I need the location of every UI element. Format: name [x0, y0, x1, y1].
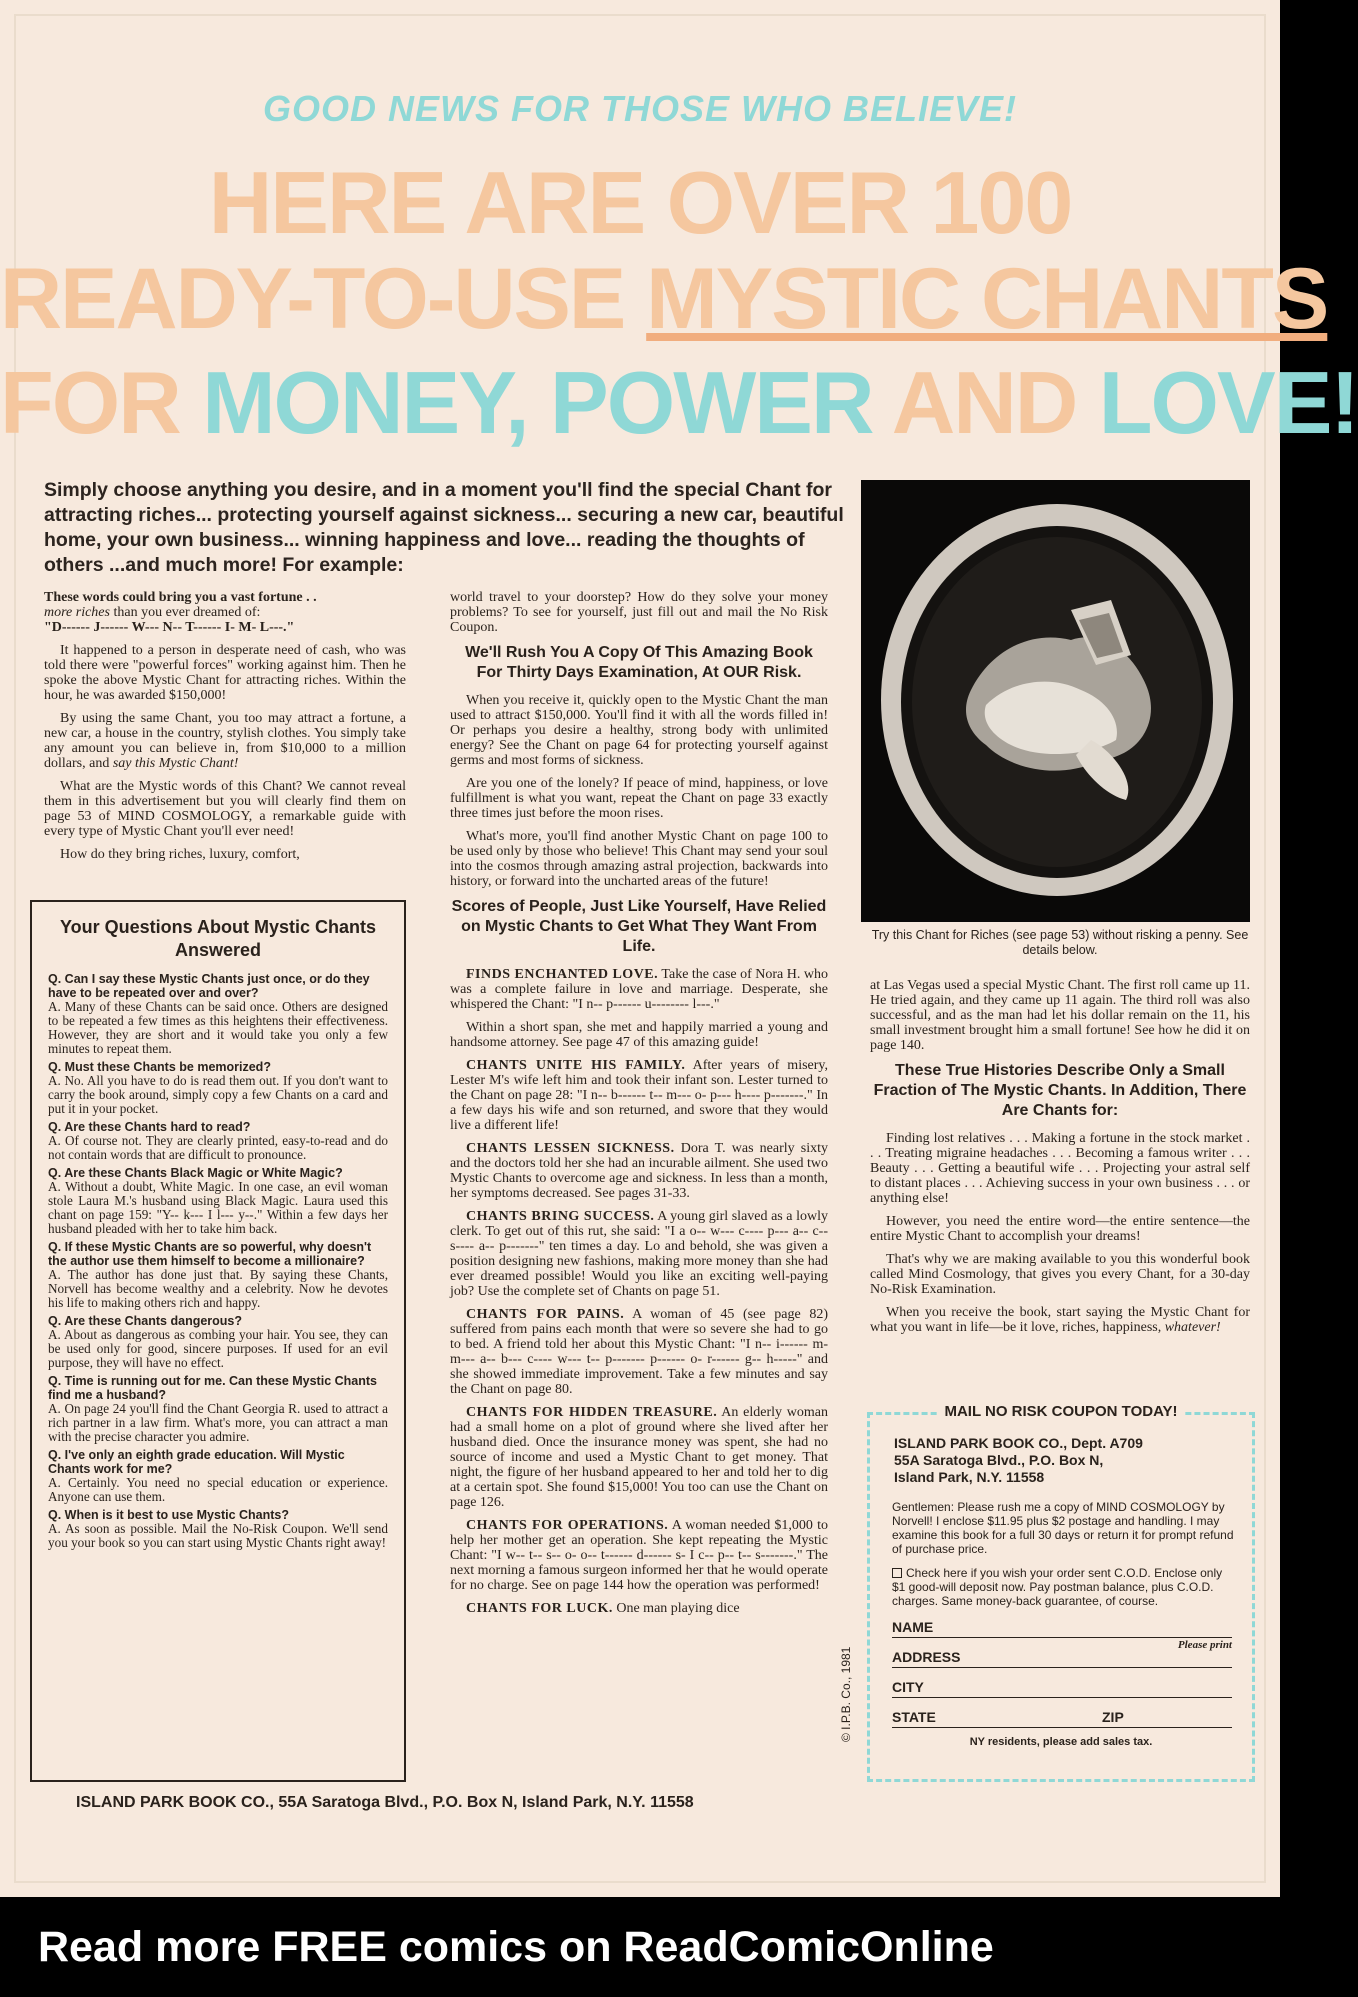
- qa-item: [48, 1240, 388, 1310]
- cod-option: [892, 1566, 1238, 1608]
- address-label: ADDRESS: [892, 1649, 961, 1665]
- testimonial: [450, 1518, 828, 1593]
- testimonial-text: After years of misery, Lester M's wife left him and took their infant son. Lester turned to the Chant on page 28: "I n-- b------ t-- m--- o- p--- h---- p-------." In a few days his wife and son returned, and swore that they would live a different life!: [450, 1058, 828, 1133]
- testimonial-text: A woman needed $1,000 to help her mother get an operation. She kept repeating the Mystic Chant: "I w-- t-- s-- o- o-- t------ d------ s- I c-- p-- t-- s-------." The next morning a famous surgeon informed her that he would operate for no charge. See on page 144 how the operation was performed!: [450, 1518, 829, 1593]
- lead-rest: than you ever dreamed of:: [109, 605, 261, 620]
- column-1: [44, 590, 406, 870]
- qa-answer: A. No. All you have to do is read them out. If you don't want to carry the book around, simply copy a few Chants on a card and put it in your pocket.: [48, 1073, 388, 1116]
- readcomiconline-banner[interactable]: Read more FREE comics on ReadComicOnline: [0, 1897, 1280, 1997]
- city-label: CITY: [892, 1679, 924, 1695]
- please-print-note: Please print: [1177, 1639, 1232, 1651]
- name-field[interactable]: [892, 1608, 1232, 1651]
- sales-tax-note: NY residents, please add sales tax.: [969, 1736, 1153, 1748]
- headline-line-3-prefix: FOR: [0, 353, 203, 452]
- testimonial: [450, 1307, 828, 1397]
- cod-checkbox[interactable]: [892, 1568, 902, 1578]
- tagline: GOOD NEWS FOR THOSE WHO BELIEVE!: [262, 88, 1018, 129]
- testimonial: [450, 967, 828, 1012]
- lead-paragraph: [44, 590, 406, 635]
- coupon-title: [870, 1403, 1252, 1421]
- subhead-scores-of-people: Scores of People, Just Like Yourself, Have Relied on Mystic Chants to Get What They Want From Life.: [451, 898, 827, 955]
- testimonial-text: Dora T. was nearly sixty and the doctors told her she had an incurable ailment. She used two Mystic Chants to overcome age and sickness. In less than a month, her symptoms decreased. See pages 31-33.: [450, 1141, 828, 1201]
- testimonial-head: CHANTS BRING SUCCESS.: [466, 1209, 655, 1224]
- testimonial-text: Take the case of Nora H. who was a complete failure in love and marriage. Desperate, she whispered the Chant: "I n-- p------ u-------- l---.": [450, 967, 829, 1012]
- story-paragraph: When you receive it, quickly open to the Mystic Chant the man used to attract $150,000. You'll find it with all the words filled in! Or perhaps you desire a healthy, strong body with unlimited energy? See the Chant on page 64 for protecting yourself against germs and most forms of sickness.: [450, 693, 828, 768]
- story-paragraph: [44, 711, 406, 771]
- qa-item: [48, 1120, 388, 1162]
- qa-question: Q. Are these Chants dangerous?: [48, 1314, 243, 1328]
- qa-question: Q. I've only an eighth grade education. Will Mystic Chants work for me?: [48, 1448, 345, 1476]
- qa-question: Q. Are these Chants Black Magic or White Magic?: [48, 1166, 343, 1180]
- cod-text: Check here if you wish your order sent C.O.D. Enclose only $1 good-will deposit now. Pay postman balance, plus C.O.D. charges. Same money-back guarantee, of course.: [892, 1566, 1223, 1608]
- story-paragraph: However, you need the entire word—the entire sentence—the entire Mystic Chant to accomplish your dreams!: [870, 1214, 1250, 1244]
- qa-question: Q. If these Mystic Chants are so powerful, why doesn't the author use them himself to become a millionaire?: [48, 1240, 372, 1268]
- qa-answer: A. On page 24 you'll find the Chant Georgia R. used to attract a rich partner in a law firm. What's more, you can attract a man with the precise character you admire.: [48, 1401, 388, 1444]
- testimonial-head: CHANTS FOR LUCK.: [466, 1601, 613, 1616]
- testimonial-head: CHANTS UNITE HIS FAMILY.: [466, 1058, 686, 1073]
- subhead-rush-copy: We'll Rush You A Copy Of This Amazing Book For Thirty Days Examination, At OUR Risk.: [465, 644, 813, 681]
- qa-item: [48, 1448, 388, 1504]
- story-paragraph: What's more, you'll find another Mystic Chant on page 100 to be used only by those who believe! This Chant may send your soul into the cosmos through amazing astral projection, backwards into history, or forward into the uncharted areas of the future!: [450, 829, 828, 889]
- qa-question: Q. Are these Chants hard to read?: [48, 1120, 251, 1134]
- testimonial: [450, 1141, 828, 1201]
- story-paragraph: That's why we are making available to you this wonderful book called Mind Cosmology, that gives you every Chant, for a 30-day No-Risk Examination.: [870, 1252, 1250, 1297]
- headline-money-power: MONEY, POWER: [202, 353, 892, 452]
- column-2: [450, 590, 828, 1624]
- p2-italic: say this Mystic Chant!: [112, 756, 239, 771]
- story-paragraph: Finding lost relatives . . . Making a fortune in the stock market . . . Treating migraine headaches . . . Becoming a famous writer . . . Beauty . . . Getting a beautiful wife . . . Projecting your astral self to distant places . . . Achieving success in your own business . . . or anything else!: [870, 1131, 1250, 1206]
- qa-question: Q. Time is running out for me. Can these Mystic Chants find me a husband?: [48, 1374, 377, 1402]
- p4-italic: whatever!: [1164, 1320, 1221, 1335]
- city-field[interactable]: [892, 1668, 1232, 1698]
- story-paragraph: What are the Mystic words of this Chant? We cannot reveal them in this advertisement but you will clearly find them on page 53 of MIND COSMOLOGY, a remarkable guide with every type of Mystic Chant you'll ever need!: [44, 779, 406, 839]
- copyright-notice: © I.P.B. Co., 1981: [839, 1646, 853, 1742]
- qa-answer: A. Certainly. You need no special education or experience. Anyone can use them.: [48, 1475, 388, 1504]
- qa-box: [30, 900, 406, 1782]
- state-label: STATE: [892, 1709, 936, 1725]
- qa-question: Q. When is it best to use Mystic Chants?: [48, 1508, 290, 1522]
- qa-item: [48, 972, 388, 1056]
- headline-line-3: [0, 352, 1358, 454]
- state-zip-field[interactable]: [892, 1698, 1232, 1728]
- headline-line-1: HERE ARE OVER 100: [208, 153, 1072, 252]
- coupon-address: [894, 1435, 1238, 1486]
- coupon-address-line: 55A Saratoga Blvd., P.O. Box N,: [894, 1452, 1104, 1468]
- address-field[interactable]: [892, 1638, 1232, 1668]
- testimonial: [450, 1209, 828, 1299]
- testimonial-text: An elderly woman had a small home on a plot of ground where she lived after her husband died. Once the insurance money was spent, she had no source of income and used a Mystic Chant to get money. That night, the figure of her husband appeared to her and told her to dig at a certain spot. She found $15,000! You too can use the Chant on page 126.: [450, 1405, 828, 1510]
- intro-paragraph: Simply choose anything you desire, and in a moment you'll find the special Chant for attracting riches... protecting yourself against sickness... securing a new car, beautiful home, your own business... winning happiness and love... reading the thoughts of others ...and much more! For example:: [44, 479, 844, 576]
- qa-item: [48, 1166, 388, 1236]
- testimonial-head: CHANTS LESSEN SICKNESS.: [466, 1141, 675, 1156]
- crystal-ball-illustration: [861, 480, 1250, 922]
- riches-chant: "D------ J------ W--- N-- T------ I- M- L---.": [44, 620, 295, 635]
- crystal-ball-photo: [861, 480, 1250, 922]
- testimonial-text: A young girl slaved as a lowly clerk. To get out of this rut, she said: "I a o-- w--- c---- p--- a-- c-- s---- a-- p-------" ten times a day. Lo and behold, she was given a position designing new fashions, making more money than she had ever dreamed possible! Would you like an exciting well-paying job? Use the complete set of Chants on page 51.: [450, 1209, 828, 1299]
- qa-answer: A. Many of these Chants can be said once. Others are designed to be repeated a few times as this heightens their effectiveness. However, they are short and it would take you only a few minutes to repeat them.: [48, 999, 388, 1056]
- subhead-true-histories: These True Histories Describe Only a Small Fraction of The Mystic Chants. In Addition, There Are Chants for:: [873, 1062, 1247, 1119]
- testimonial-text: A woman of 45 (see page 82) suffered from pains each month that were so severe she had to go to bed. A friend told her about this Mystic Chant: "I n-- i------ m- m--- a-- b--- c---- w--- t-- p------- p------ o- r------ g-- h-----" and she showed immediate improvement. Take a few minutes and say the Chant on page 80.: [450, 1307, 828, 1397]
- testimonial-head: CHANTS FOR PAINS.: [466, 1307, 625, 1322]
- headline-line-2-prefix: READY-TO-USE: [0, 251, 647, 347]
- qa-item: [48, 1374, 388, 1444]
- qa-item: [48, 1508, 388, 1550]
- headline-love: LOVE!: [1098, 353, 1358, 452]
- qa-item: [48, 1060, 388, 1116]
- coupon-address-line: Island Park, N.Y. 11558: [894, 1469, 1045, 1485]
- zip-label: ZIP: [1102, 1709, 1124, 1725]
- headline-and: AND: [891, 353, 1099, 452]
- story-paragraph: [870, 1305, 1250, 1335]
- footer-address: ISLAND PARK BOOK CO., 55A Saratoga Blvd., P.O. Box N, Island Park, N.Y. 11558: [76, 1794, 694, 1811]
- coupon-body: Gentlemen: Please rush me a copy of MIND COSMOLOGY by Norvell! I enclose $11.95 plus $2 postage and handling. I may examine this book for a full 30 days or return it for prompt refund of purchase price.: [892, 1500, 1234, 1556]
- testimonial-head: CHANTS FOR HIDDEN TREASURE.: [466, 1405, 718, 1420]
- story-paragraph: It happened to a person in desperate need of cash, who was told there were "powerful forces" working against him. Then he spoke the above Mystic Chant for attracting riches. Within the hour, he was awarded $150,000!: [44, 643, 406, 703]
- story-paragraph: How do they bring riches, luxury, comfort,: [60, 847, 300, 862]
- lead-italic: more riches: [44, 605, 110, 620]
- headline-line-2: [0, 250, 1328, 349]
- name-label: NAME: [892, 1619, 934, 1635]
- p4-text: When you receive the book, start saying the Mystic Chant for what you want in life—be it love, riches, happiness,: [870, 1305, 1250, 1335]
- testimonial-text: One man playing dice: [612, 1601, 740, 1616]
- coupon-title-text: MAIL NO RISK COUPON TODAY!: [938, 1403, 1183, 1420]
- p2-text: By using the same Chant, you too may attract a fortune, a new car, a house in the country, stylish clothes. You simply take any amount you can believe in, from $10,000 to a million dollars, and: [44, 711, 406, 771]
- photo-caption: Try this Chant for Riches (see page 53) without risking a penny. See details below.: [871, 928, 1249, 957]
- qa-item: [48, 1314, 388, 1370]
- testimonial: Within a short span, she met and happily married a young and handsome attorney. See page 47 of this amazing guide!: [450, 1020, 828, 1050]
- testimonial: [450, 1601, 828, 1616]
- qa-answer: A. About as dangerous as combing your hair. You see, they can be used only for good, sincere purposes. If used for an evil purpose, they will have no effect.: [48, 1327, 388, 1370]
- story-paragraph: world travel to your doorstep? How do they solve your money problems? To see for yourself, just fill out and mail the No Risk Coupon.: [450, 590, 828, 635]
- qa-question: Q. Can I say these Mystic Chants just once, or do they have to be repeated over and over?: [48, 972, 370, 1000]
- qa-question: Q. Must these Chants be memorized?: [48, 1060, 271, 1074]
- qa-answer: A. As soon as possible. Mail the No-Risk Coupon. We'll send you your book so you can start using Mystic Chants right away!: [48, 1521, 388, 1550]
- story-paragraph: at Las Vegas used a special Mystic Chant. The first roll came up 11. He tried again, and they came up 11 again. The third roll was also successful, and as the man had let his dollar remain on the 11, his small investment brought him a small fortune! See how he did it on page 140.: [870, 978, 1250, 1053]
- story-paragraph: Are you one of the lonely? If peace of mind, happiness, or love fulfillment is what you want, repeat the Chant on page 33 exactly three times just before the moon rises.: [450, 776, 828, 821]
- headline-mystic-chants: MYSTIC CHANTS: [646, 251, 1328, 347]
- lead-bold: These words could bring you a vast fortune . .: [44, 590, 317, 605]
- qa-answer: A. Without a doubt, White Magic. In one case, an evil woman stole Laura M.'s husband using Black Magic. Laura used this chant on page 159: "Y-- k--- I l--- y--." Within a few days her husband pleaded with her to take him back.: [48, 1179, 388, 1236]
- qa-answer: A. The author has done just that. By saying these Chants, Norvell has become wealthy and a celebrity. Now he devotes his life to making others rich and happy.: [48, 1267, 388, 1310]
- testimonial-head: FINDS ENCHANTED LOVE.: [466, 967, 659, 982]
- testimonial: [450, 1058, 828, 1133]
- qa-answer: A. Of course not. They are clearly printed, easy-to-read and do not contain words that are difficult to pronounce.: [48, 1133, 388, 1162]
- order-coupon[interactable]: [867, 1403, 1255, 1782]
- column-3: [870, 978, 1250, 1343]
- testimonial-head: CHANTS FOR OPERATIONS.: [466, 1518, 669, 1533]
- qa-title: Your Questions About Mystic Chants Answered: [59, 917, 377, 960]
- testimonial: [450, 1405, 828, 1510]
- coupon-address-line: ISLAND PARK BOOK CO., Dept. A709: [894, 1435, 1143, 1451]
